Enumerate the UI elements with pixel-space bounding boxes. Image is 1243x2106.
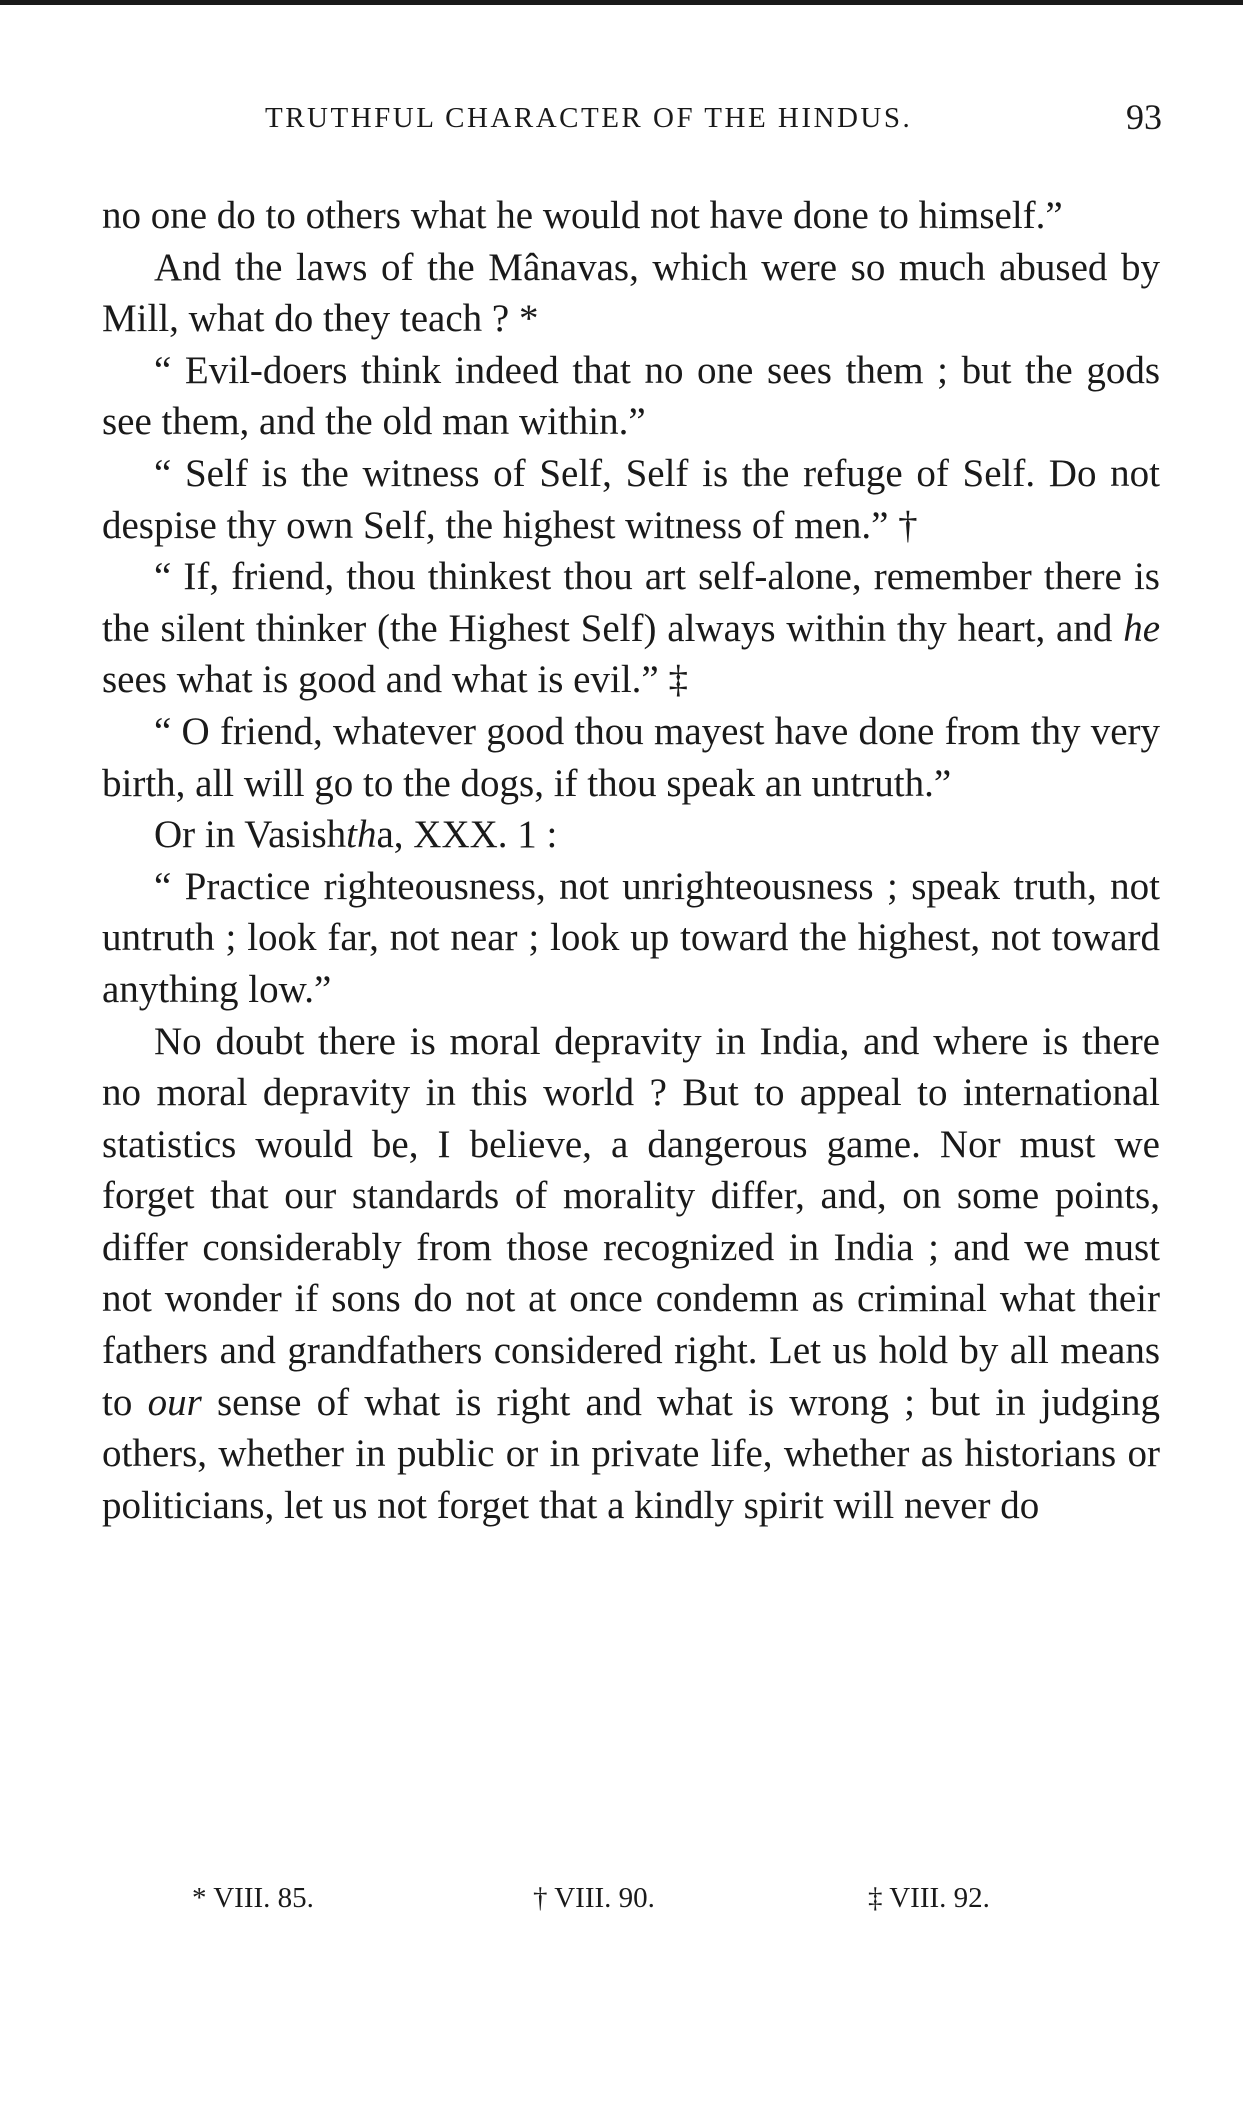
quote-righteousness: “ Practice righteousness, not unrighteousness ; speak truth, not untruth ; look far, not near ; look up toward the highest, not toward anything low.” (102, 864, 1160, 1011)
moral-depravity-text-a: No doubt there is moral depravity in India, and where is there no moral depravity in this world ? But to appeal to international statistics would be, I believe, a dangerous game. Nor must we forget that our standards of morality differ, and, on some points, differ considerably from those recognized in India ; and we must not wonder if sons do not at once condemn as criminal what their fathers and grandfathers considered right. Let us hold by all means to (102, 1019, 1160, 1424)
quote-silent-thinker (102, 551, 1160, 706)
paragraph-moral-depravity (102, 1016, 1160, 1532)
footnotes (0, 1882, 1243, 1922)
quote-self-witness: “ Self is the witness of Self, Self is the refuge of Self. Do not despise thy own Self, the highest witness of men.” † (102, 451, 1160, 547)
page-number: 93 (1126, 97, 1162, 137)
paragraph-continuation: no one do to others what he would not have done to himself.” (102, 194, 1063, 237)
footnote-1: * VIII. 85. (192, 1882, 314, 1914)
italic-our: our (147, 1380, 202, 1424)
paragraph-vasishtha (102, 809, 1160, 861)
quote-untruth: “ O friend, whatever good thou mayest have done from thy very birth, all will go to the dogs, if thou speak an untruth.” (102, 709, 1160, 805)
vasishtha-text-b: a, XXX. 1 : (376, 813, 558, 857)
vasishtha-text-a: Or in Vasish (154, 813, 347, 857)
italic-he: he (1123, 606, 1160, 650)
page-header (100, 96, 1162, 146)
italic-th: th (346, 813, 377, 857)
footnote-3: ‡ VIII. 92. (868, 1882, 990, 1914)
quote-silent-thinker-text-b: sees what is good and what is evil.” ‡ (102, 658, 688, 702)
moral-depravity-text-b: sense of what is right and what is wrong ; but in judging others, whether in public or in private life, whether as historians or politicians, let us not forget that a kindly spirit will never do (102, 1380, 1160, 1527)
paragraph-manavas: And the laws of the Mânavas, which were so much abused by Mill, what do they teach ? * (102, 245, 1160, 341)
quote-silent-thinker-text-a: “ If, friend, thou thinkest thou art self-alone, remember there is the silent thinker (the Highest Self) always within thy heart, and (102, 555, 1160, 650)
top-border-rule (0, 0, 1243, 5)
running-title: TRUTHFUL CHARACTER OF THE HINDUS. (265, 102, 913, 134)
body-text (102, 190, 1160, 1531)
quote-evil-doers: “ Evil-doers think indeed that no one sees them ; but the gods see them, and the old man within.” (102, 348, 1160, 444)
footnote-2: † VIII. 90. (533, 1882, 655, 1914)
